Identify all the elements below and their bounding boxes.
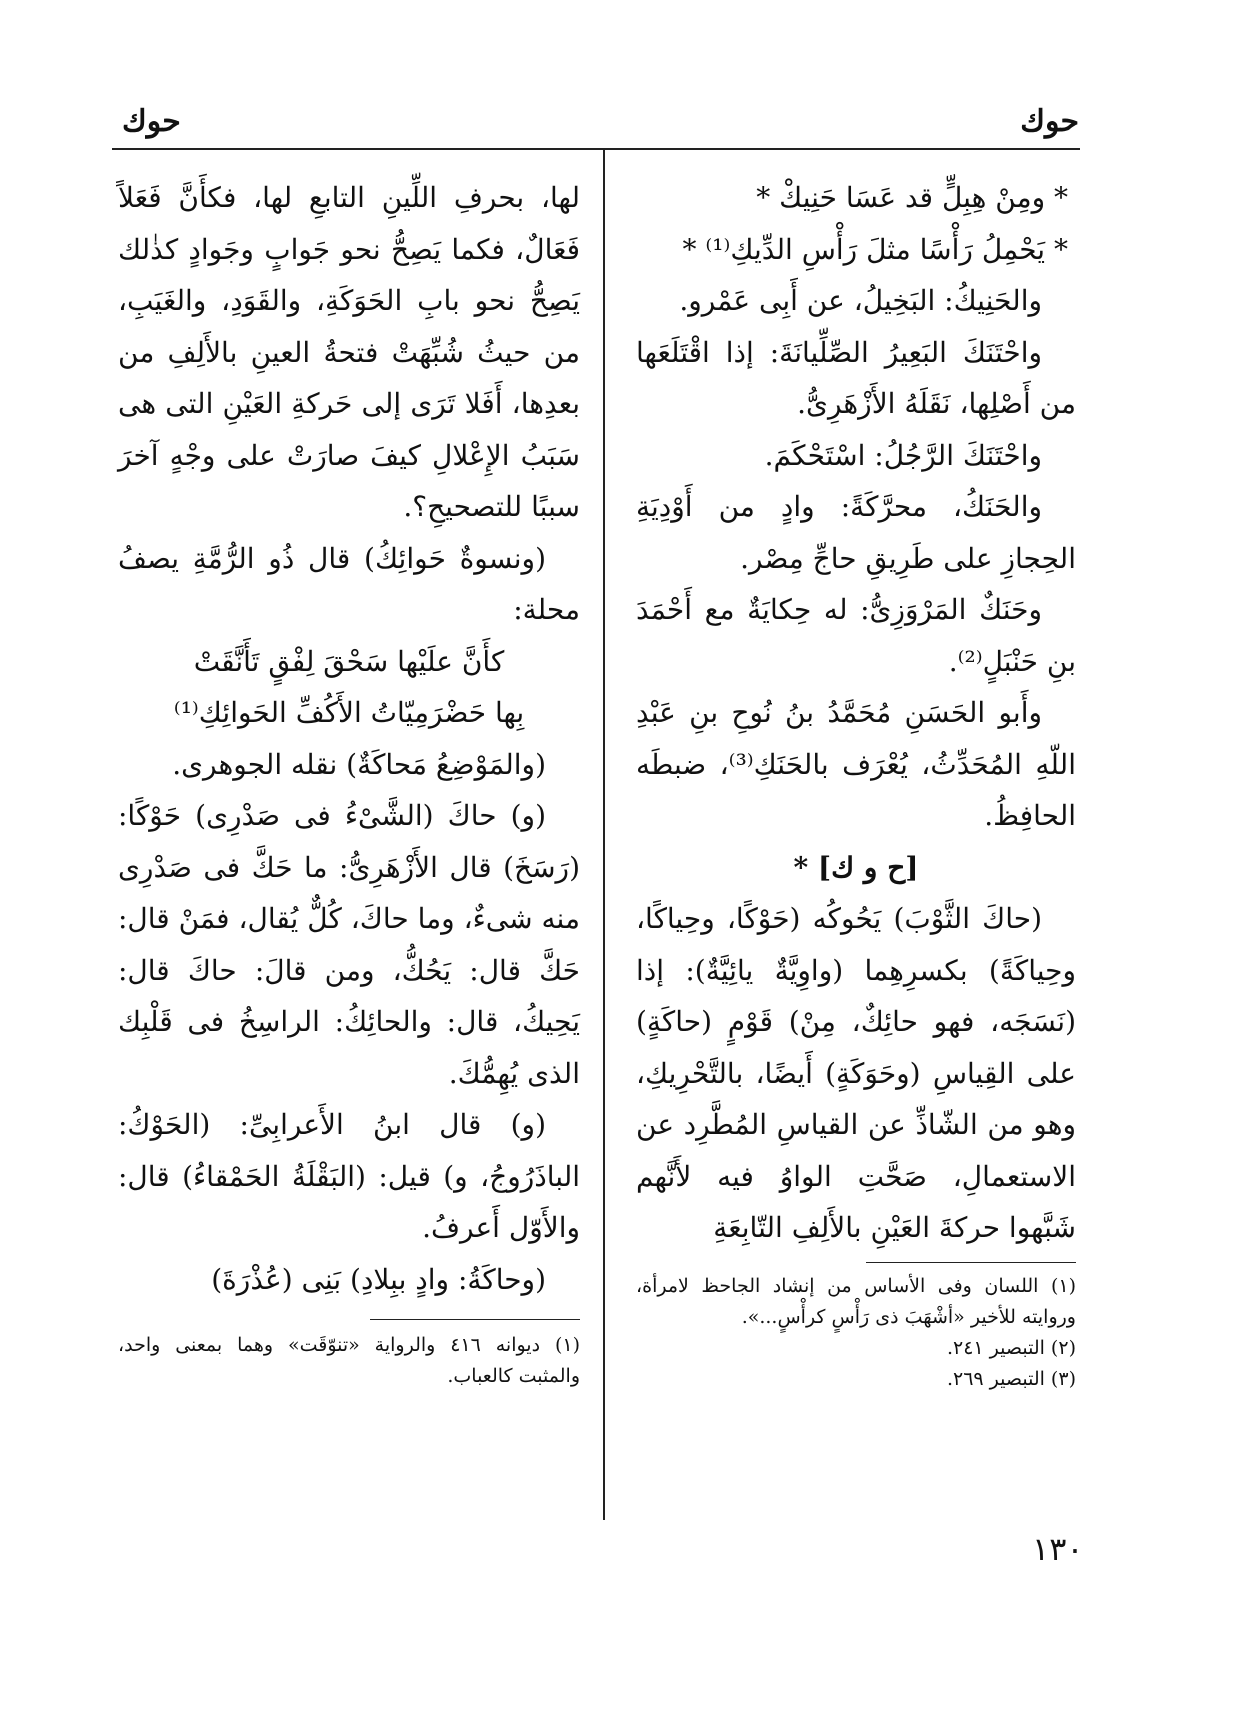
right-column [636,172,1076,1395]
paragraph: (حاكَ الثَّوْبَ) يَحُوكُه (حَوْكًا، وحِياكًا، وحِياكَةً) بكسرِهِما (واوِيَّةٌ يائِيَّةٌ): إذا (نَسَجَه، فهو حائِكٌ، مِنْ) قَوْمٍ (حاكَةٍ) على القِياسِ (وحَوَكَةٍ) أَيضًا، بالتَّحْرِيكِ، وهو من الشّاذِّ عن القياسِ المُطَّرِد عن الاستعمالِ، صَحَّتِ الواوُ فيه لأَنَّهم شَبَّهوا حركةَ العَيْنِ بالأَلِفِ التّابِعَةِ [636,902,1076,1244]
paragraph: والحَنِيكُ: البَخِيلُ، عن أَبِى عَمْرو. [679,284,1042,317]
paragraph: (و) حاكَ (الشَّىْءُ فى صَدْرِى) حَوْكًا: (رَسَخَ) قال الأَزْهَرِىُّ: ما حَكَّ فى صَدْرِى منه شىءٌ، وما حاكَ، كُلٌّ يُقال، فمَنْ قال: حَكَّ قال: يَحُكُّ، ومن قالَ: حاكَ قال: يَحِيكُ، قال: والحائِكُ: الراسِخُ فى قَلْبِك الذى يُهِمُّكَ. [118,799,580,1090]
paragraph: (وحاكَةُ: وادٍ ببِلادِ) بَنِى (عُذْرَةَ) [211,1262,546,1296]
poem-line: كأَنَّ علَيْها سَحْقَ لِفْقٍ تَأَنَّقَتْ [193,644,505,678]
paragraph: والحَنَكُ، محرَّكَةً: وادٍ من أَوْدِيَةِ الحِجازِ على طَرِيقِ حاجِّ مِصْر. [636,490,1076,575]
footnote: (١) اللسان وفى الأساس من إنشاد الجاحظ لامرأة، وروايته للأخير «أشْهَبَ ذى رَأْسٍ كرأْسٍ...». [636,1274,1076,1328]
paragraph: (والمَوْضِعُ مَحاكَةٌ) نقله الجوهرى. [172,747,546,781]
paragraph: (ونسوةٌ حَوائِكُ) قال ذُو الرُّمَّةِ يصفُ محلة: [118,541,580,626]
footnote: (١) ديوانه ٤١٦ والرواية «تنوّقَت» وهما بمعنى واحد، والمثبت كالعباب. [118,1334,580,1387]
paragraph: وحَنَكٌ المَرْوَزِىُّ: له حِكايَةٌ مع أَحْمَدَ بنِ حَنْبَلٍ⁽²⁾. [636,593,1076,678]
verse-line: * ومِنْ هِبِلٍّ قد عَسَا حَنِيكْ * [756,181,1068,214]
footnotes [636,1271,1076,1395]
header-rule [112,148,1080,150]
footnote: (٢) التبصير ٢٤١. [946,1336,1076,1359]
running-header-right: حوك [1020,104,1079,139]
verse-line: * يَحْمِلُ رَأْسًا مثلَ رَأْسِ الدِّيكِ⁽¹⁾ * [682,232,1068,266]
footnotes [118,1330,580,1392]
paragraph: لها، بحرفِ اللِّينِ التابعِ لها، فكأَنَّ فَعَلاً فَعَالٌ، فكما يَصِحُّ نحو جَوابٍ وجَوادٍ كذٰلك يَصِحُّ نحو بابِ الحَوَكَةِ، والقَوَدِ، والغَيَبِ، من حيثُ شُبِّهَتْ فتحةُ العينِ بالأَلِفِ من بعدِها، أَفَلا تَرَى إلى حَركةِ العَيْنِ التى هى سَبَبُ الإِعْلالِ كيفَ صارَتْ على وجْهٍ آخرَ سببًا للتصحيحِ؟. [118,181,580,523]
running-header-left: حوك [122,104,181,139]
poem-line: بِها حَضْرَمِيّاتُ الأَكُفِّ الحَوائِكِ⁽¹⁾ [173,696,525,729]
left-column [118,172,580,1392]
paragraph: واحْتَنَكَ البَعِيرُ الصِّلِّيانَةَ: إذا اقْتَلَعَها من أَصْلِها، نَقَلَهُ الأَزْهَرِىُّ. [636,335,1076,420]
paragraph: (و) قال ابنُ الأَعرابِىِّ: (الحَوْكُ: الباذَرُوجُ، و) قيل: (البَقْلَةُ الحَمْقاءُ) قال: والأَوّل أَعرفُ. [118,1108,580,1244]
footnote: (٣) التبصير ٢٦٩. [946,1367,1076,1390]
paragraph: واحْتَنَكَ الرَّجُلُ: اسْتَحْكَمَ. [764,438,1042,472]
footnote-rule [866,1262,1076,1263]
paragraph: وأَبو الحَسَنِ مُحَمَّدُ بنُ نُوحِ بنِ عَبْدِ اللّهِ المُحَدِّثُ، يُعْرَف بالحَنَكِ⁽³⁾، ضبطَه الحافِظُ. [636,696,1076,832]
column-divider [603,150,605,1520]
section-title: [ح و ك] * [793,850,919,884]
page-number: ١٣٠ [1032,1530,1084,1568]
footnote-rule [370,1319,580,1320]
